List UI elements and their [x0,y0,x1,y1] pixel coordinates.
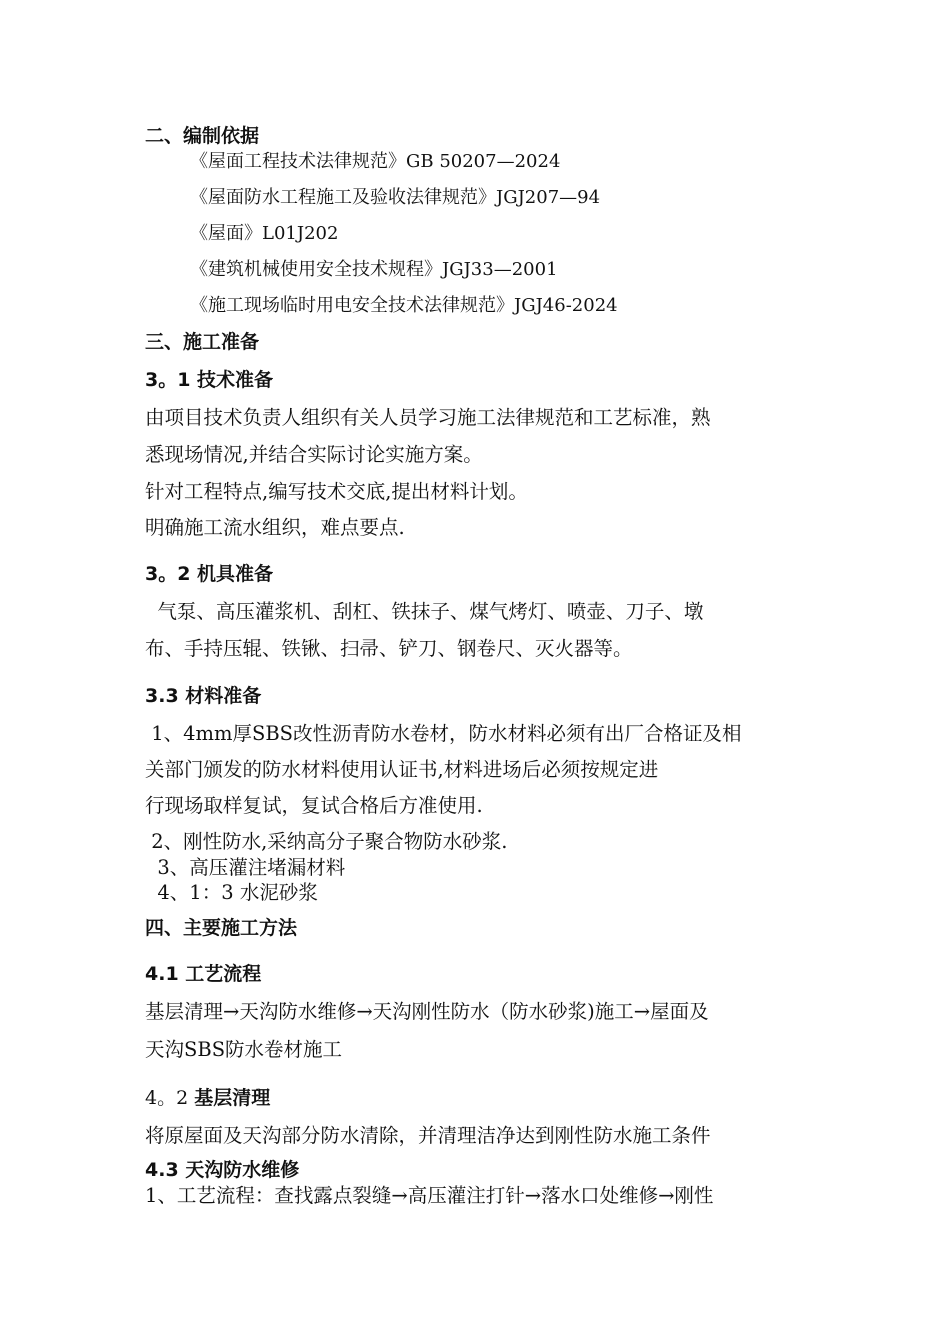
subsection-title: 基层清理 [194,1087,271,1109]
subsection-heading-process-flow: 4.1 工艺流程 [145,963,262,985]
paragraph-line: 基层清理→天沟防水维修→天沟刚性防水（防水砂浆)施工→屋面及 [145,1000,709,1023]
section-heading-methods: 四、主要施工方法 [145,917,298,939]
paragraph-line: 1、工艺流程：查找露点裂缝→高压灌注打针→落水口处维修→刚性 [145,1184,714,1207]
paragraph-line: 行现场取样复试，复试合格后方准使用. [145,794,483,817]
reference-item: 《施工现场临时用电安全技术法律规范》JGJ46-2024 [190,295,618,316]
reference-item: 《屋面工程技术法律规范》GB 50207—2024 [190,151,561,172]
paragraph-line: 将原屋面及天沟部分防水清除，并清理洁净达到刚性防水施工条件 [145,1124,711,1147]
subsection-heading-materials: 3.3 材料准备 [145,685,262,707]
reference-item: 《屋面》L01J202 [190,223,339,244]
paragraph-line: 由项目技术负责人组织有关人员学习施工法律规范和工艺标准，熟 [145,406,711,429]
subsection-heading-gutter-repair: 4.3 天沟防水维修 [145,1159,300,1181]
paragraph-line: 4、1：3 水泥砂浆 [145,881,318,904]
paragraph-line: 关部门颁发的防水材料使用认证书,材料进场后必须按规定进 [145,758,659,781]
paragraph-line: 天沟SBS防水卷材施工 [145,1038,343,1061]
section-heading-basis: 二、编制依据 [145,125,260,147]
section-heading-preparation: 三、施工准备 [145,331,260,353]
paragraph-line: 1、4mm厚SBS改性沥青防水卷材，防水材料必须有出厂合格证及相 [145,722,742,745]
subsection-number: 4。2 [145,1087,189,1109]
paragraph-line: 针对工程特点,编写技术交底,提出材料计划。 [145,480,528,503]
paragraph-line: 悉现场情况,并结合实际讨论实施方案。 [145,443,483,466]
paragraph-line: 3、高压灌注堵漏材料 [145,856,346,879]
paragraph-line: 明确施工流水组织，难点要点. [145,516,405,539]
paragraph-line: 气泵、高压灌浆机、刮杠、铁抹子、煤气烤灯、喷壶、刀子、墩 [145,600,704,623]
paragraph-line: 2、刚性防水,采纳高分子聚合物防水砂浆. [145,830,508,853]
subsection-heading-technical: 3。1 技术准备 [145,369,274,391]
reference-item: 《屋面防水工程施工及验收法律规范》JGJ207—94 [190,187,601,208]
paragraph-line: 布、手持压辊、铁锹、扫帚、铲刀、钢卷尺、灭火器等。 [145,637,633,660]
reference-item: 《建筑机械使用安全技术规程》JGJ33—2001 [190,259,558,280]
subsection-heading-base-cleaning [145,1086,270,1110]
subsection-heading-equipment: 3。2 机具准备 [145,563,274,585]
